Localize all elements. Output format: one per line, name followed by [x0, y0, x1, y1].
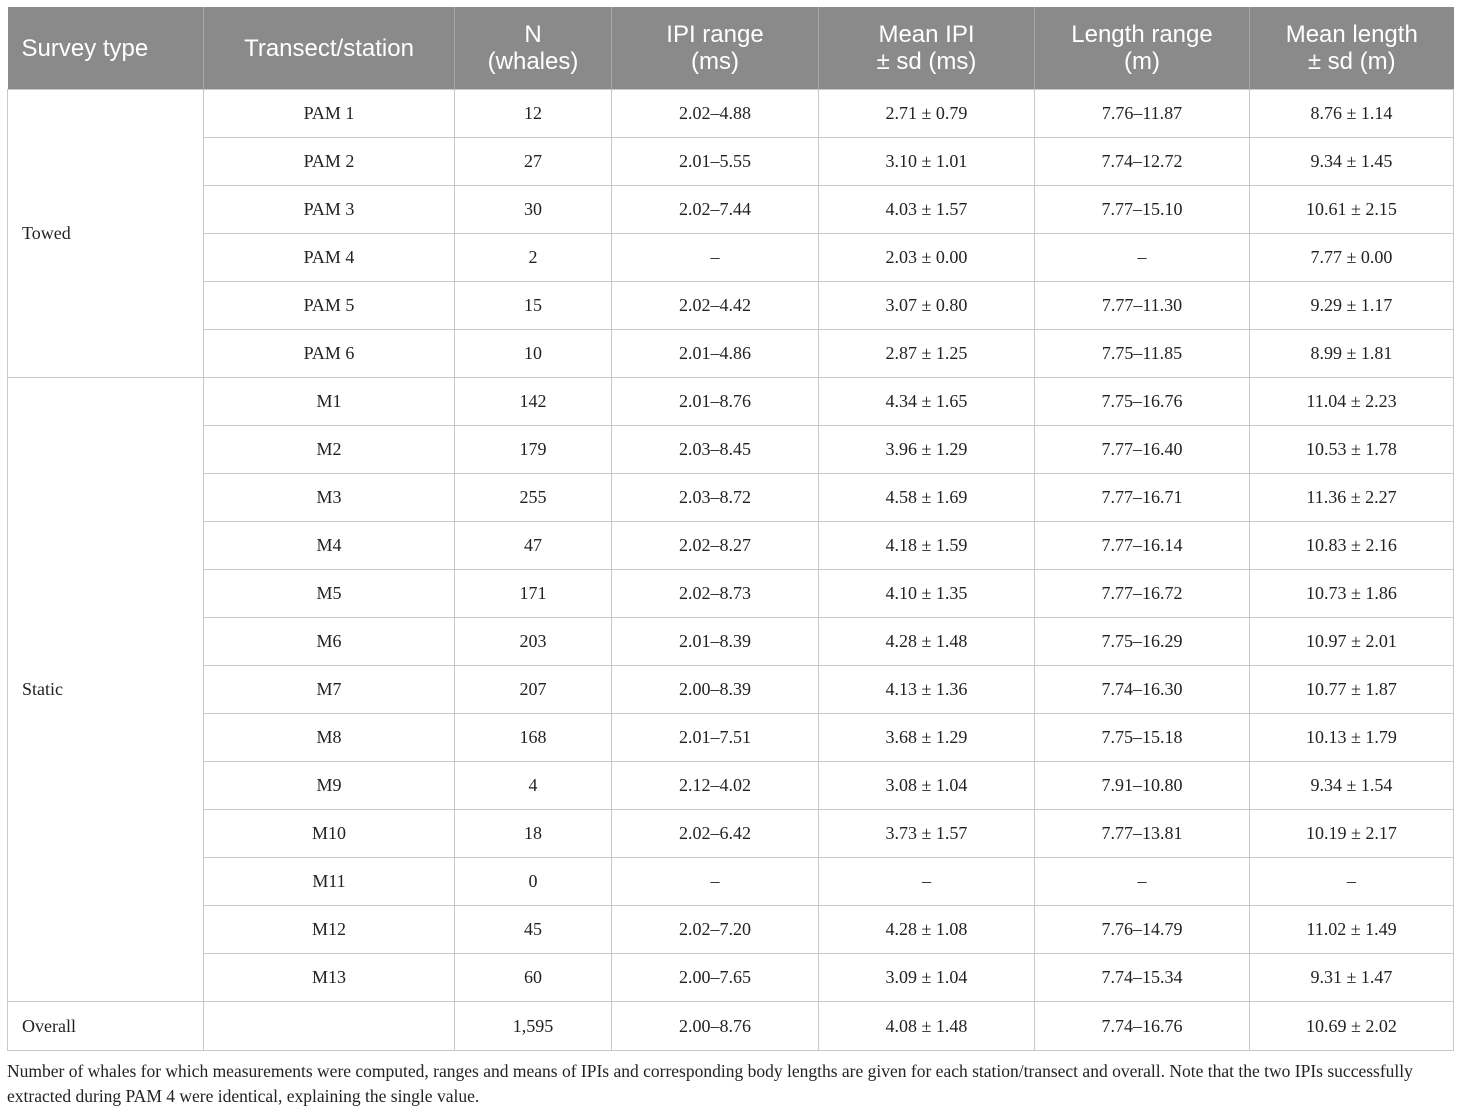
column-header — [819, 7, 1035, 90]
mean-length-cell: 11.02 ± 1.49 — [1250, 906, 1454, 954]
table-row — [8, 426, 1454, 474]
table-caption: Number of whales for which measurements were computed, ranges and means of IPIs and corresponding body lengths are given for each station/transect and overall. Note that the two IPIs successfully extracted during PAM 4 were identical, explaining the single value. — [7, 1061, 1413, 1106]
overall-label-cell: Overall — [8, 1002, 204, 1051]
table-row — [8, 714, 1454, 762]
column-header — [1035, 7, 1250, 90]
ipi-range-cell: 2.02–6.42 — [612, 810, 819, 858]
column-header-line: IPI range — [666, 21, 764, 48]
column-header-line: ± sd (ms) — [876, 48, 977, 75]
station-cell: M2 — [204, 426, 455, 474]
column-header — [1250, 7, 1454, 90]
mean-ipi-cell: 3.73 ± 1.57 — [819, 810, 1035, 858]
ipi-range-cell: 2.02–4.88 — [612, 90, 819, 138]
table-row — [8, 186, 1454, 234]
length-range-cell: 7.74–12.72 — [1035, 138, 1250, 186]
n-cell: 0 — [455, 858, 612, 906]
station-cell: PAM 1 — [204, 90, 455, 138]
mean-length-cell: 8.76 ± 1.14 — [1250, 90, 1454, 138]
measurements-table — [7, 7, 1454, 1051]
length-range-cell: 7.77–16.72 — [1035, 570, 1250, 618]
column-header-line: ± sd (m) — [1307, 48, 1396, 75]
mean-length-cell: 10.53 ± 1.78 — [1250, 426, 1454, 474]
table-row — [8, 858, 1454, 906]
mean-length-cell: 7.77 ± 0.00 — [1250, 234, 1454, 282]
length-range-cell: 7.75–15.18 — [1035, 714, 1250, 762]
table-row — [8, 330, 1454, 378]
column-header-line: (ms) — [691, 48, 739, 75]
ipi-range-cell: 2.01–5.55 — [612, 138, 819, 186]
station-cell — [204, 1002, 455, 1051]
mean-ipi-cell: 4.34 ± 1.65 — [819, 378, 1035, 426]
station-cell: PAM 2 — [204, 138, 455, 186]
ipi-range-cell: 2.00–8.39 — [612, 666, 819, 714]
length-range-cell: – — [1035, 858, 1250, 906]
table-row — [8, 282, 1454, 330]
ipi-range-cell: 2.02–7.20 — [612, 906, 819, 954]
mean-ipi-cell: 3.08 ± 1.04 — [819, 762, 1035, 810]
station-cell: PAM 3 — [204, 186, 455, 234]
mean-length-cell: 10.19 ± 2.17 — [1250, 810, 1454, 858]
column-header — [455, 7, 612, 90]
ipi-range-cell: 2.00–7.65 — [612, 954, 819, 1002]
table-row — [8, 234, 1454, 282]
ipi-range-cell: – — [612, 234, 819, 282]
length-range-cell: 7.77–16.40 — [1035, 426, 1250, 474]
mean-ipi-cell: 4.13 ± 1.36 — [819, 666, 1035, 714]
table-row — [8, 906, 1454, 954]
n-cell: 18 — [455, 810, 612, 858]
mean-length-cell: 10.13 ± 1.79 — [1250, 714, 1454, 762]
n-cell: 1,595 — [455, 1002, 612, 1051]
length-range-cell: 7.77–11.30 — [1035, 282, 1250, 330]
mean-ipi-cell: 4.10 ± 1.35 — [819, 570, 1035, 618]
table-row — [8, 378, 1454, 426]
mean-length-cell: 11.04 ± 2.23 — [1250, 378, 1454, 426]
mean-ipi-cell: 4.18 ± 1.59 — [819, 522, 1035, 570]
n-cell: 30 — [455, 186, 612, 234]
mean-length-cell: 10.83 ± 2.16 — [1250, 522, 1454, 570]
ipi-range-cell: 2.01–4.86 — [612, 330, 819, 378]
station-cell: M12 — [204, 906, 455, 954]
n-cell: 168 — [455, 714, 612, 762]
length-range-cell: 7.74–16.76 — [1035, 1002, 1250, 1051]
mean-length-cell: 10.97 ± 2.01 — [1250, 618, 1454, 666]
station-cell: M10 — [204, 810, 455, 858]
ipi-range-cell: 2.12–4.02 — [612, 762, 819, 810]
n-cell: 207 — [455, 666, 612, 714]
n-cell: 4 — [455, 762, 612, 810]
column-header-line: (m) — [1124, 48, 1160, 75]
mean-length-cell: 10.73 ± 1.86 — [1250, 570, 1454, 618]
length-range-cell: 7.76–11.87 — [1035, 90, 1250, 138]
table-row — [8, 810, 1454, 858]
column-header-line: Transect/station — [244, 34, 414, 62]
mean-ipi-cell: 2.03 ± 0.00 — [819, 234, 1035, 282]
mean-ipi-cell: 4.08 ± 1.48 — [819, 1002, 1035, 1051]
n-cell: 60 — [455, 954, 612, 1002]
n-cell: 255 — [455, 474, 612, 522]
length-range-cell: 7.75–16.29 — [1035, 618, 1250, 666]
length-range-cell: 7.75–11.85 — [1035, 330, 1250, 378]
n-cell: 171 — [455, 570, 612, 618]
length-range-cell: 7.77–15.10 — [1035, 186, 1250, 234]
table-row — [8, 570, 1454, 618]
column-header-line: N — [524, 21, 542, 48]
ipi-range-cell: 2.02–8.73 — [612, 570, 819, 618]
table-row — [8, 90, 1454, 138]
n-cell: 179 — [455, 426, 612, 474]
table-row — [8, 762, 1454, 810]
station-cell: M1 — [204, 378, 455, 426]
ipi-range-cell: 2.01–8.76 — [612, 378, 819, 426]
mean-length-cell: 9.31 ± 1.47 — [1250, 954, 1454, 1002]
table-row — [8, 474, 1454, 522]
header-row — [8, 7, 1454, 90]
n-cell: 12 — [455, 90, 612, 138]
mean-ipi-cell: 3.09 ± 1.04 — [819, 954, 1035, 1002]
table-row — [8, 522, 1454, 570]
mean-length-cell: 11.36 ± 2.27 — [1250, 474, 1454, 522]
survey-type-cell: Towed — [8, 90, 204, 378]
column-header — [612, 7, 819, 90]
column-header-line: Survey type — [21, 34, 149, 62]
n-cell: 45 — [455, 906, 612, 954]
mean-length-cell: 9.34 ± 1.45 — [1250, 138, 1454, 186]
ipi-range-cell: – — [612, 858, 819, 906]
mean-length-cell: 9.29 ± 1.17 — [1250, 282, 1454, 330]
mean-ipi-cell: 2.87 ± 1.25 — [819, 330, 1035, 378]
column-header — [8, 7, 204, 90]
ipi-range-cell: 2.02–4.42 — [612, 282, 819, 330]
ipi-range-cell: 2.02–7.44 — [612, 186, 819, 234]
overall-row — [8, 1002, 1454, 1051]
table-row — [8, 954, 1454, 1002]
length-range-cell: 7.77–16.14 — [1035, 522, 1250, 570]
n-cell: 10 — [455, 330, 612, 378]
mean-ipi-cell: 3.96 ± 1.29 — [819, 426, 1035, 474]
mean-ipi-cell: 3.68 ± 1.29 — [819, 714, 1035, 762]
length-range-cell: 7.74–16.30 — [1035, 666, 1250, 714]
station-cell: PAM 5 — [204, 282, 455, 330]
station-cell: M6 — [204, 618, 455, 666]
mean-length-cell: 9.34 ± 1.54 — [1250, 762, 1454, 810]
column-header — [204, 7, 455, 90]
length-range-cell: 7.77–13.81 — [1035, 810, 1250, 858]
mean-ipi-cell: 4.28 ± 1.48 — [819, 618, 1035, 666]
length-range-cell: 7.75–16.76 — [1035, 378, 1250, 426]
mean-length-cell: 10.61 ± 2.15 — [1250, 186, 1454, 234]
station-cell: PAM 4 — [204, 234, 455, 282]
n-cell: 15 — [455, 282, 612, 330]
mean-ipi-cell: 3.07 ± 0.80 — [819, 282, 1035, 330]
length-range-cell: 7.76–14.79 — [1035, 906, 1250, 954]
ipi-range-cell: 2.01–8.39 — [612, 618, 819, 666]
length-range-cell: 7.77–16.71 — [1035, 474, 1250, 522]
column-header-line: Mean length — [1285, 21, 1418, 48]
mean-ipi-cell: 4.03 ± 1.57 — [819, 186, 1035, 234]
mean-ipi-cell: 4.28 ± 1.08 — [819, 906, 1035, 954]
station-cell: M8 — [204, 714, 455, 762]
ipi-range-cell: 2.02–8.27 — [612, 522, 819, 570]
ipi-range-cell: 2.01–7.51 — [612, 714, 819, 762]
n-cell: 203 — [455, 618, 612, 666]
mean-length-cell: 10.69 ± 2.02 — [1250, 1002, 1454, 1051]
length-range-cell: 7.74–15.34 — [1035, 954, 1250, 1002]
n-cell: 47 — [455, 522, 612, 570]
station-cell: PAM 6 — [204, 330, 455, 378]
table-row — [8, 138, 1454, 186]
table-row — [8, 618, 1454, 666]
mean-ipi-cell: 2.71 ± 0.79 — [819, 90, 1035, 138]
station-cell: M7 — [204, 666, 455, 714]
column-header-line: Mean IPI — [878, 21, 975, 48]
n-cell: 142 — [455, 378, 612, 426]
station-cell: M9 — [204, 762, 455, 810]
station-cell: M4 — [204, 522, 455, 570]
ipi-range-cell: 2.03–8.45 — [612, 426, 819, 474]
column-header-line: Length range — [1071, 21, 1213, 48]
table-row — [8, 666, 1454, 714]
station-cell: M3 — [204, 474, 455, 522]
ipi-range-cell: 2.00–8.76 — [612, 1002, 819, 1051]
station-cell: M13 — [204, 954, 455, 1002]
mean-length-cell: 8.99 ± 1.81 — [1250, 330, 1454, 378]
mean-ipi-cell: 4.58 ± 1.69 — [819, 474, 1035, 522]
survey-type-cell: Static — [8, 378, 204, 1002]
length-range-cell: 7.91–10.80 — [1035, 762, 1250, 810]
station-cell: M11 — [204, 858, 455, 906]
n-cell: 27 — [455, 138, 612, 186]
station-cell: M5 — [204, 570, 455, 618]
mean-ipi-cell: – — [819, 858, 1035, 906]
ipi-range-cell: 2.03–8.72 — [612, 474, 819, 522]
column-header-line: (whales) — [487, 48, 579, 75]
n-cell: 2 — [455, 234, 612, 282]
length-range-cell: – — [1035, 234, 1250, 282]
mean-ipi-cell: 3.10 ± 1.01 — [819, 138, 1035, 186]
mean-length-cell: – — [1250, 858, 1454, 906]
mean-length-cell: 10.77 ± 1.87 — [1250, 666, 1454, 714]
